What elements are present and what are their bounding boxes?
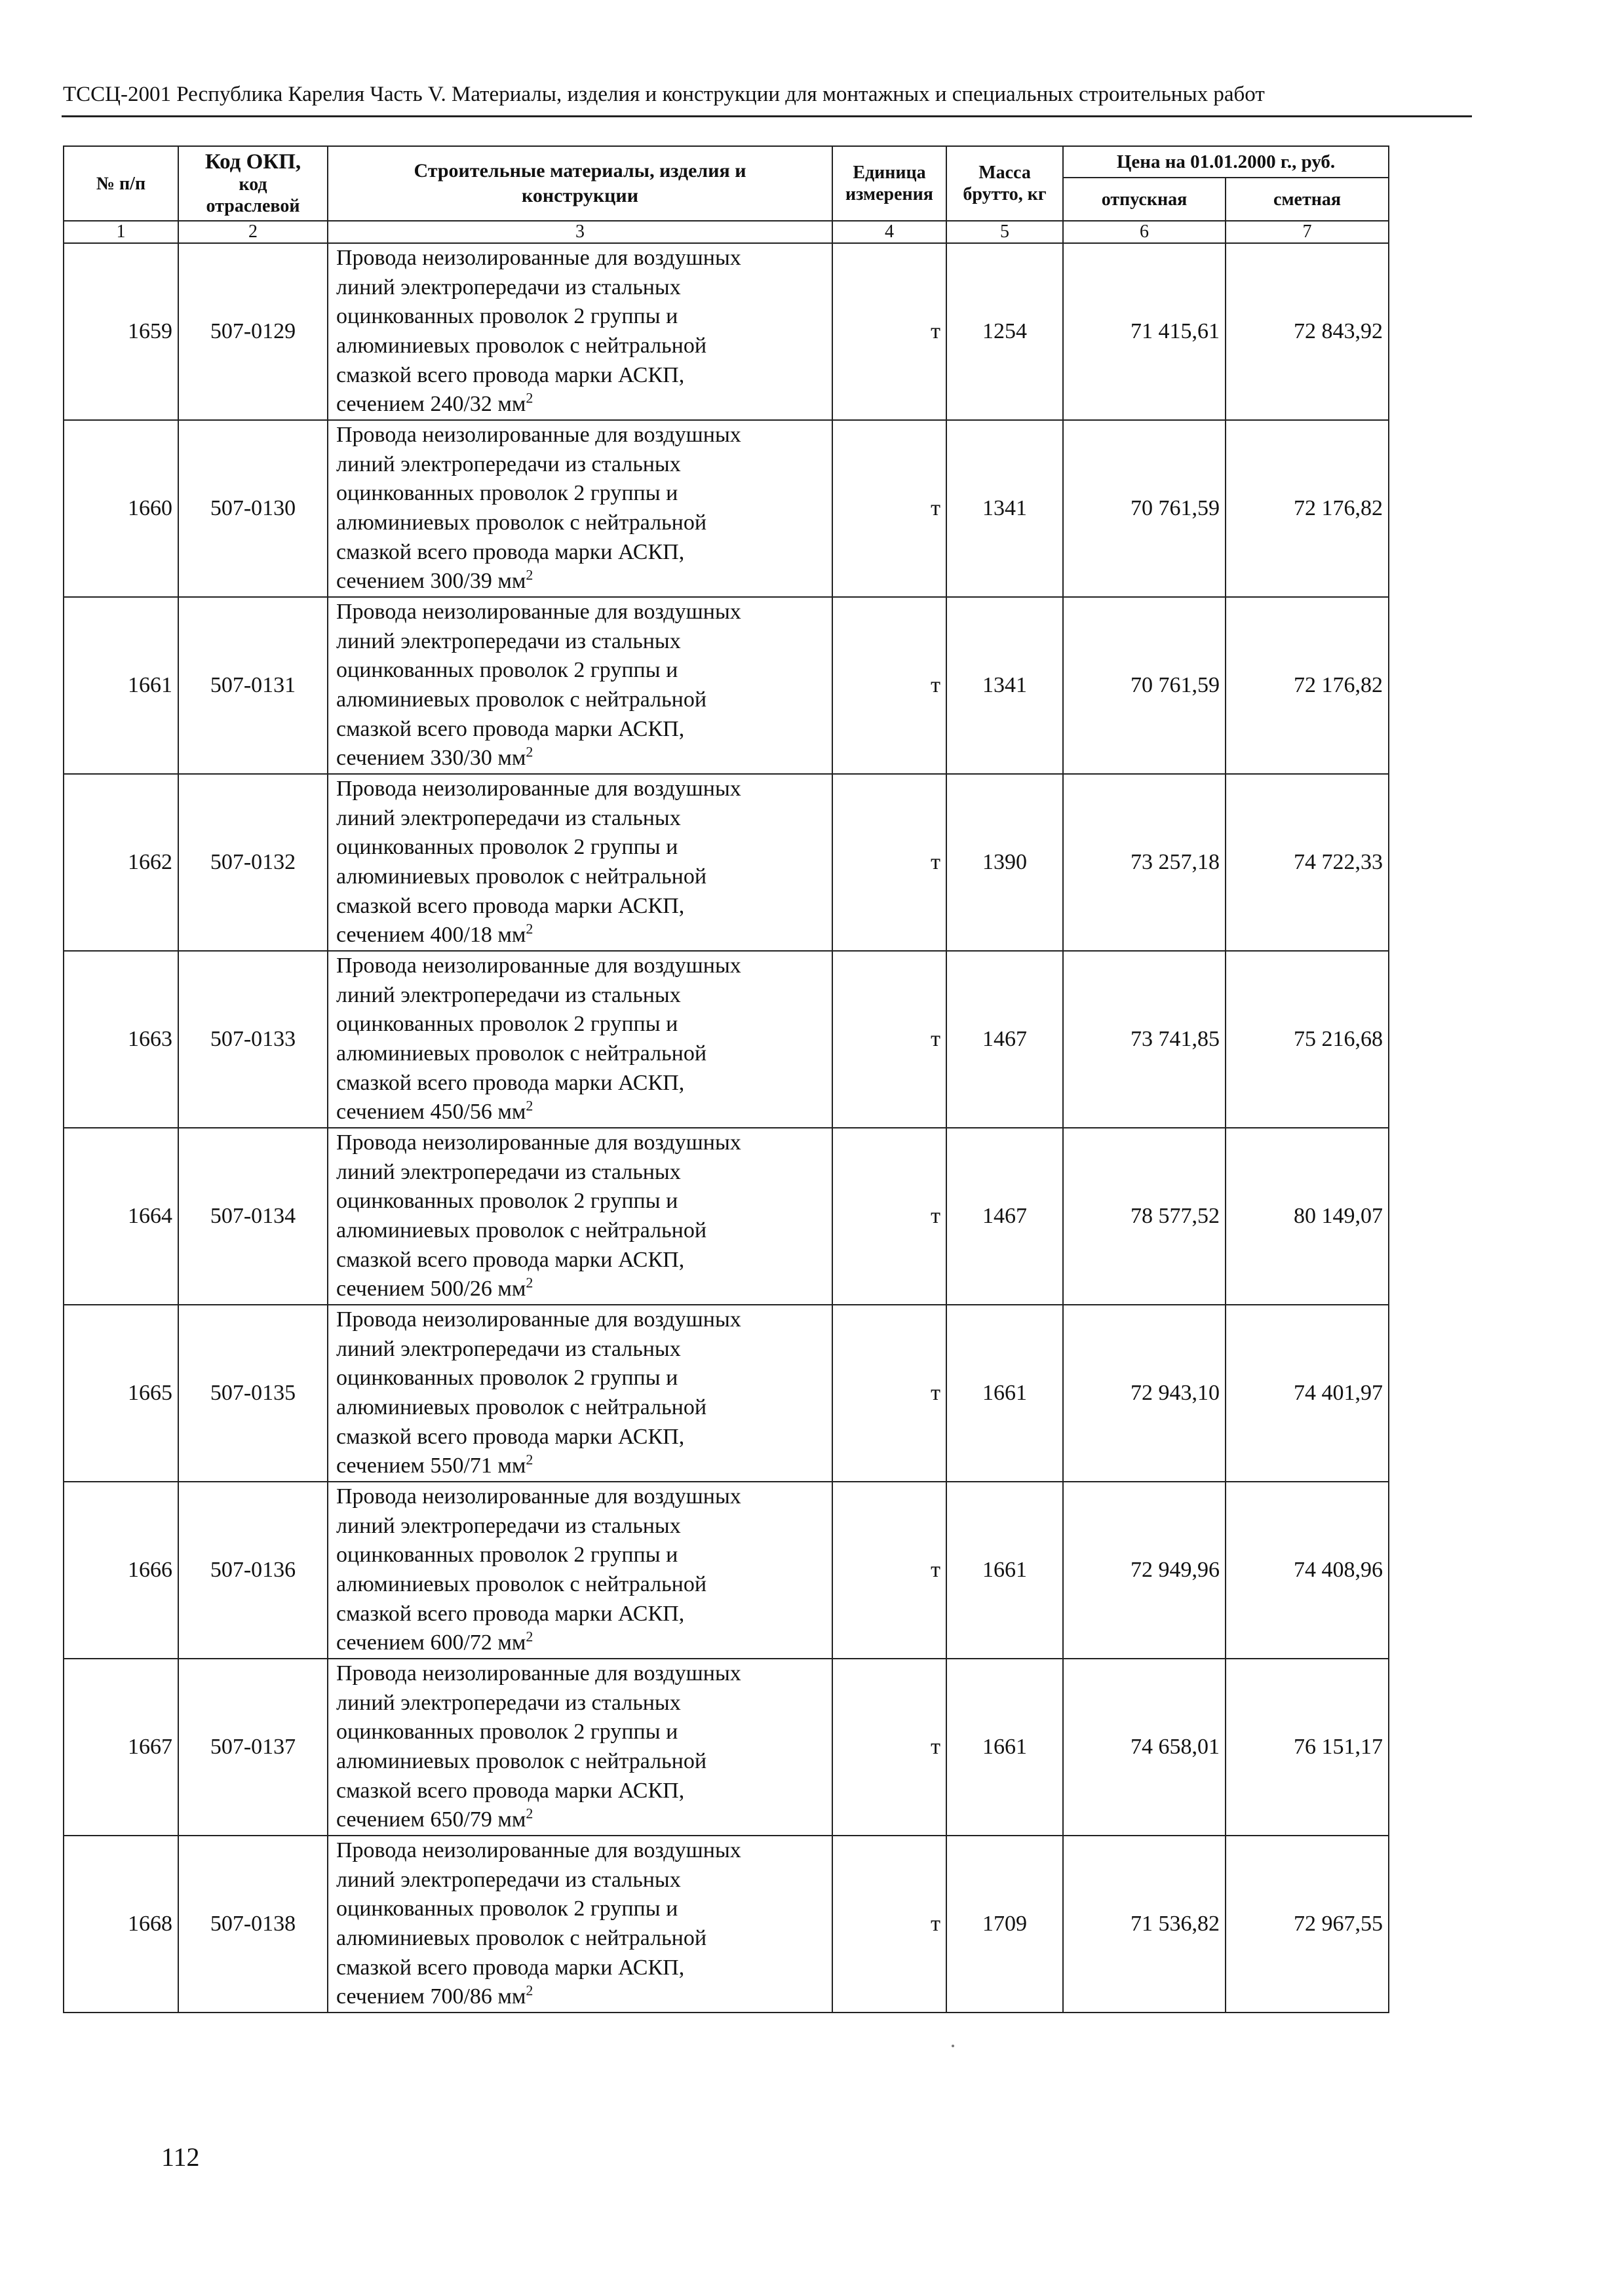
price-release: 73 257,18 (1063, 774, 1226, 951)
description-line: алюминиевых проволок с нейтральной (336, 1041, 707, 1066)
okp-code: 507-0135 (178, 1305, 328, 1482)
material-description (328, 1482, 832, 1659)
description-line: алюминиевых проволок с нейтральной (336, 1572, 707, 1596)
area-unit: мм (497, 1100, 526, 1125)
price-estimate: 72 967,55 (1226, 1836, 1389, 2013)
price-estimate: 80 149,07 (1226, 1128, 1389, 1305)
price-estimate: 74 401,97 (1226, 1305, 1389, 1482)
description-line: оцинкованных проволок 2 группы и (336, 1012, 678, 1037)
description-line: смазкой всего провода марки АСКП, (336, 362, 685, 387)
col-number: 4 (832, 221, 946, 243)
description-line: алюминиевых проволок с нейтральной (336, 1926, 707, 1950)
section-prefix: сечением (336, 1100, 425, 1125)
description-line: смазкой всего провода марки АСКП, (336, 539, 685, 564)
unit: т (832, 774, 946, 951)
description-line: смазкой всего провода марки АСКП, (336, 1601, 685, 1626)
unit: т (832, 1128, 946, 1305)
header-okp-line2: код (239, 174, 267, 195)
okp-code: 507-0132 (178, 774, 328, 951)
description-line: оцинкованных проволок 2 группы и (336, 1720, 678, 1744)
column-number-row (64, 221, 1389, 243)
section-value: 500/26 (430, 1277, 492, 1301)
table-row (64, 597, 1389, 774)
row-number: 1659 (64, 243, 178, 420)
section-line (336, 1982, 826, 2012)
description-line: смазкой всего провода марки АСКП, (336, 716, 685, 741)
description-line: линий электропередачи из стальных (336, 805, 681, 830)
price-release: 72 949,96 (1063, 1482, 1226, 1659)
price-release: 72 943,10 (1063, 1305, 1226, 1482)
material-description (328, 951, 832, 1128)
header-unit: Единица измерения (832, 146, 946, 221)
price-release: 71 415,61 (1063, 243, 1226, 420)
table-row (64, 1305, 1389, 1482)
header-okp-code (178, 146, 328, 221)
description-line: линий электропередачи из стальных (336, 1690, 681, 1715)
area-unit: мм (497, 1277, 526, 1301)
section-value: 450/56 (430, 1100, 492, 1125)
description-line: Провода неизолированные для воздушных (336, 246, 741, 271)
page-number: 112 (161, 2142, 200, 2172)
header-num: № п/п (64, 146, 178, 221)
description-line: смазкой всего провода марки АСКП, (336, 1247, 685, 1272)
header-price-group: Цена на 01.01.2000 г., руб. (1063, 146, 1389, 178)
row-number: 1668 (64, 1836, 178, 2013)
col-number: 6 (1063, 221, 1226, 243)
description-line: смазкой всего провода марки АСКП, (336, 893, 685, 918)
unit: т (832, 597, 946, 774)
row-number: 1667 (64, 1659, 178, 1836)
area-exponent: 2 (526, 389, 533, 406)
price-estimate: 75 216,68 (1226, 951, 1389, 1128)
section-value: 650/79 (430, 1807, 492, 1832)
price-table (63, 145, 1389, 2013)
section-value: 600/72 (430, 1630, 492, 1655)
mass-gross: 1467 (946, 951, 1063, 1128)
price-estimate: 72 843,92 (1226, 243, 1389, 420)
description-line: оцинкованных проволок 2 группы и (336, 658, 678, 683)
table-row (64, 1659, 1389, 1836)
unit: т (832, 1305, 946, 1482)
description-line: оцинкованных проволок 2 группы и (336, 1543, 678, 1568)
mass-gross: 1254 (946, 243, 1063, 420)
header-price-estimate: сметная (1226, 178, 1389, 221)
page-header: ТССЦ-2001 Республика Карелия Часть V. Материалы, изделия и конструкции для монтажных и специальных строительных работ (63, 83, 1265, 106)
area-exponent: 2 (526, 920, 533, 937)
description-line: Провода неизолированные для воздушных (336, 1484, 741, 1509)
description-line: линий электропередачи из стальных (336, 1159, 681, 1184)
okp-code: 507-0136 (178, 1482, 328, 1659)
mass-gross: 1390 (946, 774, 1063, 951)
description-line: линий электропередачи из стальных (336, 275, 681, 299)
okp-code: 507-0129 (178, 243, 328, 420)
section-prefix: сечением (336, 1984, 425, 2009)
table-header (64, 146, 1389, 243)
section-prefix: сечением (336, 1277, 425, 1301)
price-estimate: 72 176,82 (1226, 420, 1389, 597)
area-exponent: 2 (526, 743, 533, 760)
description-line: линий электропередачи из стальных (336, 628, 681, 653)
price-release: 70 761,59 (1063, 420, 1226, 597)
section-prefix: сечением (336, 569, 425, 594)
description-line: Провода неизолированные для воздушных (336, 1307, 741, 1332)
description-line: оцинкованных проволок 2 группы и (336, 481, 678, 506)
area-exponent: 2 (526, 1097, 533, 1114)
section-value: 330/30 (430, 746, 492, 771)
col-number: 3 (328, 221, 832, 243)
section-value: 300/39 (430, 569, 492, 594)
description-line: алюминиевых проволок с нейтральной (336, 1395, 707, 1419)
section-line (336, 921, 826, 950)
mass-gross: 1661 (946, 1305, 1063, 1482)
material-description (328, 774, 832, 951)
header-price-release: отпускная (1063, 178, 1226, 221)
area-exponent: 2 (526, 1274, 533, 1291)
section-line (336, 1452, 826, 1481)
area-unit: мм (497, 1807, 526, 1832)
material-description (328, 420, 832, 597)
material-description (328, 1836, 832, 2013)
material-description (328, 1128, 832, 1305)
area-unit: мм (497, 1630, 526, 1655)
area-exponent: 2 (526, 1628, 533, 1645)
section-line (336, 390, 826, 419)
mass-gross: 1467 (946, 1128, 1063, 1305)
unit: т (832, 243, 946, 420)
description-line: алюминиевых проволок с нейтральной (336, 1749, 707, 1773)
col-number: 1 (64, 221, 178, 243)
table-row (64, 243, 1389, 420)
unit: т (832, 1482, 946, 1659)
okp-code: 507-0130 (178, 420, 328, 597)
table-body (64, 243, 1389, 2013)
okp-code: 507-0137 (178, 1659, 328, 1836)
section-prefix: сечением (336, 923, 425, 948)
table-row (64, 951, 1389, 1128)
unit: т (832, 1836, 946, 2013)
section-line (336, 1805, 826, 1835)
area-unit: мм (497, 392, 526, 417)
section-value: 700/86 (430, 1984, 492, 2009)
area-unit: мм (497, 1454, 526, 1478)
header-okp-line1: Код ОКП, (204, 150, 301, 174)
description-line: оцинкованных проволок 2 группы и (336, 1897, 678, 1921)
mass-gross: 1661 (946, 1659, 1063, 1836)
section-prefix: сечением (336, 1630, 425, 1655)
description-line: алюминиевых проволок с нейтральной (336, 334, 707, 358)
mass-gross: 1341 (946, 597, 1063, 774)
price-release: 74 658,01 (1063, 1659, 1226, 1836)
unit: т (832, 951, 946, 1128)
section-value: 400/18 (430, 923, 492, 948)
section-line (336, 744, 826, 773)
okp-code: 507-0134 (178, 1128, 328, 1305)
header-okp-line3: отраслевой (206, 196, 300, 216)
section-line (336, 1275, 826, 1304)
table-row (64, 1836, 1389, 2013)
description-line: оцинкованных проволок 2 группы и (336, 304, 678, 329)
area-exponent: 2 (526, 1451, 533, 1468)
description-line: оцинкованных проволок 2 группы и (336, 1366, 678, 1391)
area-exponent: 2 (526, 1805, 533, 1822)
description-line: линий электропередачи из стальных (336, 452, 681, 476)
area-unit: мм (497, 1984, 526, 2009)
mass-gross: 1661 (946, 1482, 1063, 1659)
unit: т (832, 1659, 946, 1836)
description-line: смазкой всего провода марки АСКП, (336, 1070, 685, 1095)
description-line: Провода неизолированные для воздушных (336, 1661, 741, 1686)
okp-code: 507-0138 (178, 1836, 328, 2013)
section-line (336, 1628, 826, 1658)
description-line: линий электропередачи из стальных (336, 982, 681, 1007)
price-release: 71 536,82 (1063, 1836, 1226, 2013)
material-description (328, 1305, 832, 1482)
price-release: 73 741,85 (1063, 951, 1226, 1128)
description-line: Провода неизолированные для воздушных (336, 1130, 741, 1155)
table-row (64, 774, 1389, 951)
price-estimate: 76 151,17 (1226, 1659, 1389, 1836)
section-prefix: сечением (336, 392, 425, 417)
col-number: 5 (946, 221, 1063, 243)
unit: т (832, 420, 946, 597)
section-line (336, 567, 826, 596)
scan-speck (952, 2045, 954, 2047)
material-description (328, 243, 832, 420)
header-mass: Масса брутто, кг (946, 146, 1063, 221)
description-line: смазкой всего провода марки АСКП, (336, 1955, 685, 1980)
area-exponent: 2 (526, 566, 533, 583)
table-row (64, 420, 1389, 597)
material-description (328, 1659, 832, 1836)
okp-code: 507-0131 (178, 597, 328, 774)
description-line: Провода неизолированные для воздушных (336, 423, 741, 448)
price-estimate: 74 722,33 (1226, 774, 1389, 951)
section-prefix: сечением (336, 1807, 425, 1832)
mass-gross: 1341 (946, 420, 1063, 597)
row-number: 1665 (64, 1305, 178, 1482)
description-line: Провода неизолированные для воздушных (336, 777, 741, 801)
area-unit: мм (497, 569, 526, 594)
price-estimate: 74 408,96 (1226, 1482, 1389, 1659)
area-exponent: 2 (526, 1982, 533, 1999)
price-estimate: 72 176,82 (1226, 597, 1389, 774)
description-line: линий электропередачи из стальных (336, 1867, 681, 1892)
description-line: смазкой всего провода марки АСКП, (336, 1424, 685, 1449)
row-number: 1661 (64, 597, 178, 774)
description-line: алюминиевых проволок с нейтральной (336, 864, 707, 889)
header-divider (62, 115, 1472, 117)
row-number: 1660 (64, 420, 178, 597)
mass-gross: 1709 (946, 1836, 1063, 2013)
description-line: линий электропередачи из стальных (336, 1336, 681, 1361)
row-number: 1662 (64, 774, 178, 951)
okp-code: 507-0133 (178, 951, 328, 1128)
description-line: Провода неизолированные для воздушных (336, 954, 741, 978)
area-unit: мм (497, 923, 526, 948)
material-description (328, 597, 832, 774)
col-number: 7 (1226, 221, 1389, 243)
description-line: линий электропередачи из стальных (336, 1513, 681, 1538)
price-release: 70 761,59 (1063, 597, 1226, 774)
table-row (64, 1482, 1389, 1659)
price-release: 78 577,52 (1063, 1128, 1226, 1305)
section-prefix: сечением (336, 746, 425, 771)
description-line: алюминиевых проволок с нейтральной (336, 687, 707, 712)
area-unit: мм (497, 746, 526, 771)
description-line: алюминиевых проволок с нейтральной (336, 511, 707, 535)
section-value: 240/32 (430, 392, 492, 417)
table-row (64, 1128, 1389, 1305)
header-materials: Строительные материалы, изделия и конструкции (328, 146, 832, 221)
description-line: Провода неизолированные для воздушных (336, 1838, 741, 1863)
description-line: смазкой всего провода марки АСКП, (336, 1778, 685, 1803)
description-line: алюминиевых проволок с нейтральной (336, 1218, 707, 1243)
row-number: 1664 (64, 1128, 178, 1305)
description-line: оцинкованных проволок 2 группы и (336, 1189, 678, 1214)
row-number: 1666 (64, 1482, 178, 1659)
section-value: 550/71 (430, 1454, 492, 1478)
col-number: 2 (178, 221, 328, 243)
description-line: оцинкованных проволок 2 группы и (336, 835, 678, 860)
row-number: 1663 (64, 951, 178, 1128)
description-line: Провода неизолированные для воздушных (336, 600, 741, 625)
section-line (336, 1098, 826, 1127)
section-prefix: сечением (336, 1454, 425, 1478)
